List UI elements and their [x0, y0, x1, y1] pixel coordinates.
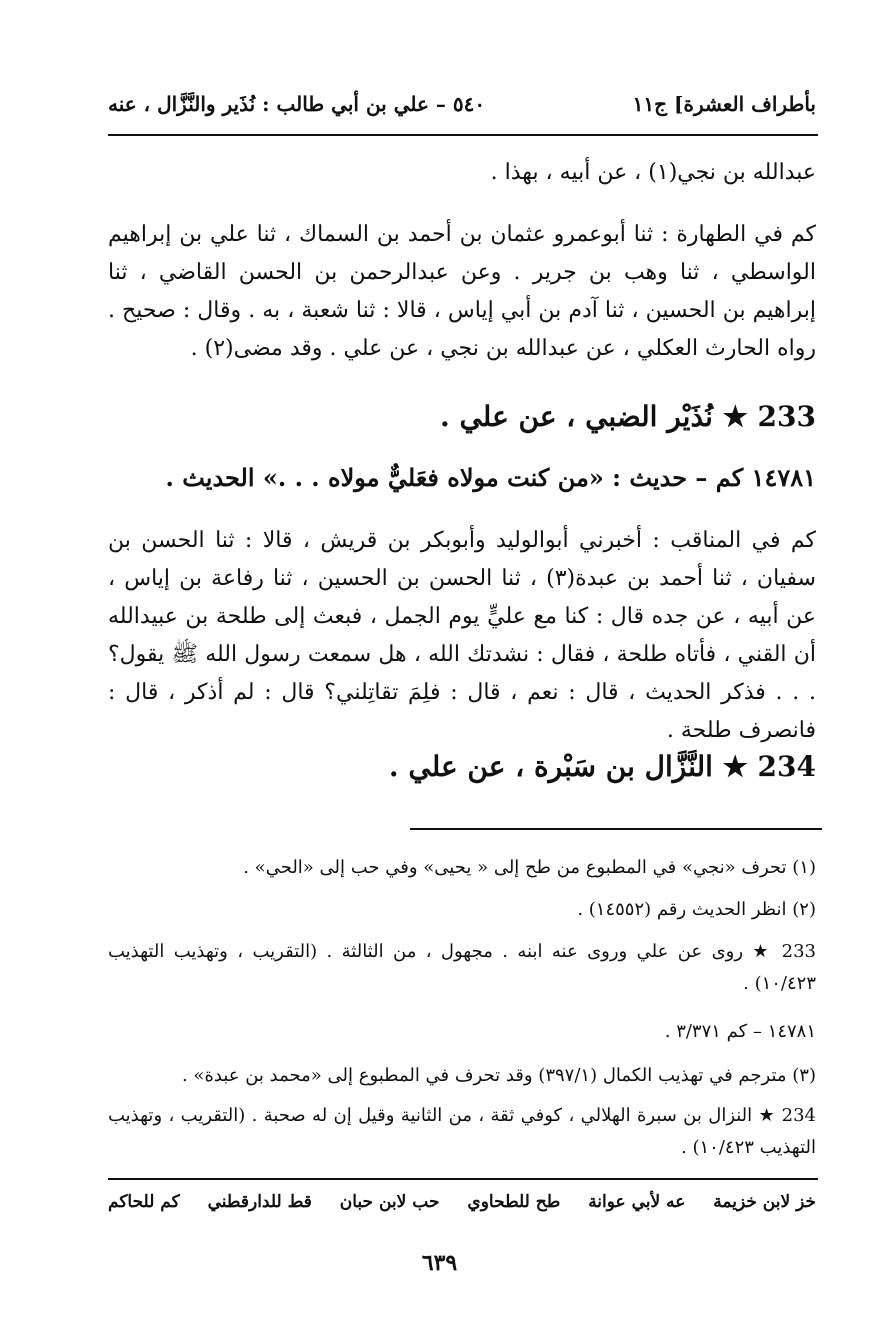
heading-234: 234 ★ النَّزَّال بن سَبْرة ، عن علي . [388, 750, 816, 783]
header-chapter: ٥٤٠ – علي بن أبي طالب : نُذَير والنَّزَّال ، عنه [108, 92, 486, 116]
footnote-14781: ١٤٧٨١ – كم ٣/٣٧١ . [664, 1021, 816, 1042]
heading-233: 233 ★ نُذَيْر الضبي ، عن علي . [439, 400, 816, 433]
abbreviations-footer [108, 1192, 816, 1222]
running-header [108, 92, 816, 126]
footer-rule [108, 1178, 818, 1180]
footnote-1: (١) تحرف «نجي» في المطبوع من طح إلى « يحيى» وفي حب إلى «الحي» . [243, 857, 816, 878]
footer-abbrev-hakim: كم للحاكم [108, 1192, 180, 1212]
paragraph-1: عبدالله بن نجي(١) ، عن أبيه ، بهذا . [490, 160, 816, 185]
footer-abbrev-abu-awana: عه لأبي عوانة [588, 1192, 686, 1212]
footer-abbrev-ibn-khuzayma: خز لابن خزيمة [713, 1192, 816, 1212]
paragraph-2: كم في الطهارة : ثنا أبوعمرو عثمان بن أحمد بن السماك ، ثنا علي بن إبراهيم الواسطي ، ثنا وهب بن جرير . وعن عبدالرحمن بن الحسن القاضي ، ثنا إبراهيم بن الحسين ، ثنا آدم بن أبي إياس ، قالا : ثنا شعبة ، به . وقال : صحيح . رواه الحارث العكلي ، عن عبدالله بن نجي ، عن علي . وقد مضى(٢) . [108, 222, 816, 361]
footnote-234: 234 ★ النزال بن سبرة الهلالي ، كوفي ثقة ، من الثانية وقيل إن له صحبة . (التقريب ، وتهذيب التهذيب ١٠/٤٢٣) . [108, 1105, 816, 1158]
page-number: ٦٣٩ [421, 1250, 458, 1276]
footnote-3: (٣) مترجم في تهذيب الكمال (٣٩٧/١) وقد تحرف في المطبوع إلى «محمد بن عبدة» . [181, 1065, 816, 1086]
header-rule [108, 134, 818, 136]
footnote-2: (٢) انظر الحديث رقم (١٤٥٥٢) . [577, 899, 816, 920]
paragraph-3: كم في المناقب : أخبرني أبوالوليد وأبوبكر بن قريش ، قالا : ثنا الحسن بن سفيان ، ثنا أحمد بن عبدة(٣) ، ثنا الحسن بن الحسين ، ثنا رفاعة بن إياس ، عن أبيه ، عن جده قال : كنا مع عليٍّ يوم الجمل ، فبعث إلى طلحة بن عبيدالله أن القني ، فأتاه طلحة ، فقال : نشدتك الله ، هل سمعت رسول الله ﷺ يقول؟ . . . فذكر الحديث ، قال : نعم ، قال : فلِمَ تقاتِلني؟ قال : لم أذكر ، قال : فانصرف طلحة . [108, 528, 816, 743]
footer-abbrev-ibn-hibban: حب لابن حبان [339, 1192, 440, 1212]
hadith-14781: ١٤٧٨١ كم – حديث : «من كنت مولاه فعَليٌّ مولاه . . .» الحديث . [165, 463, 816, 492]
footnote-rule [410, 828, 822, 830]
footer-abbrev-tahawi: طح للطحاوي [467, 1192, 561, 1212]
footnote-233: 233 ★ روى عن علي وروى عنه ابنه . مجهول ، من الثالثة . (التقريب ، وتهذيب التهذيب ١٠/٤٢٣) . [108, 941, 816, 994]
header-volume: بأطراف العشرة] ج١١ [632, 92, 816, 116]
footer-abbrev-daraqutni: قط للدارقطني [207, 1192, 312, 1212]
